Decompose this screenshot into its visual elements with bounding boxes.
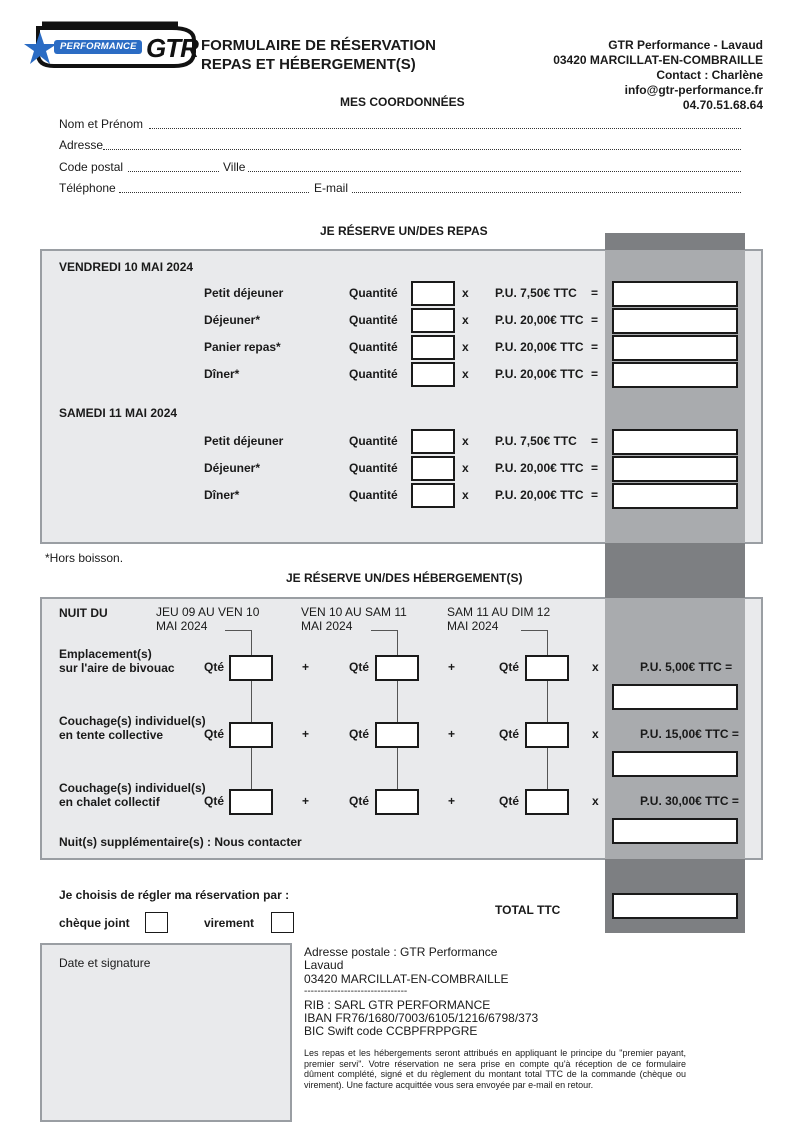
plus-sign: + [448, 727, 456, 741]
qte-label: Qté [204, 727, 225, 741]
total-column-top [605, 233, 745, 250]
postal-line-1: Adresse postale : GTR Performance [304, 945, 498, 959]
unit-price: P.U. 20,00€ TTC [495, 461, 584, 475]
night-quantity-input[interactable] [525, 655, 569, 681]
hebergement-heading: JE RÉSERVE UN/DES HÉBERGEMENT(S) [286, 571, 523, 585]
equals-sign: = [591, 313, 599, 327]
night-quantity-input[interactable] [375, 655, 419, 681]
line-total-field[interactable] [612, 308, 738, 334]
line-total-field[interactable] [612, 335, 738, 361]
plus-sign: + [302, 794, 310, 808]
lodging-unit-price: P.U. 15,00€ TTC = [640, 727, 739, 741]
lodging-type-line-1: Couchage(s) individuel(s) [59, 781, 206, 795]
night-quantity-input[interactable] [375, 789, 419, 815]
night-quantity-input[interactable] [525, 722, 569, 748]
ville-field[interactable] [248, 171, 741, 172]
logo-mark: GTR [146, 33, 198, 63]
lodging-type-line-1: Emplacement(s) [59, 647, 152, 661]
night-quantity-input[interactable] [375, 722, 419, 748]
lodging-type-line-2: en tente collective [59, 728, 164, 742]
quantity-label: Quantité [349, 367, 398, 381]
company-info [553, 38, 763, 113]
equals-sign: = [591, 488, 599, 502]
virement-checkbox[interactable] [271, 912, 294, 933]
logo [24, 20, 196, 72]
lodging-unit-price: P.U. 5,00€ TTC = [640, 660, 733, 674]
company-city: 03420 MARCILLAT-EN-COMBRAILLE [553, 53, 763, 67]
plus-sign: + [448, 660, 456, 674]
unit-price: P.U. 20,00€ TTC [495, 488, 584, 502]
night-bracket-h [225, 630, 251, 631]
lodging-unit-price: P.U. 30,00€ TTC = [640, 794, 739, 808]
meal-name: Déjeuner* [204, 313, 261, 327]
total-label: TOTAL TTC [495, 903, 561, 917]
quantity-input[interactable] [411, 308, 455, 333]
nuit-du-label: NUIT DU [59, 606, 108, 620]
adresse-field[interactable] [103, 149, 741, 150]
lodging-type-line-2: en chalet collectif [59, 795, 160, 809]
qte-label: Qté [499, 660, 520, 674]
repas-heading: JE RÉSERVE UN/DES REPAS [320, 224, 488, 238]
multiply-sign: x [462, 488, 469, 502]
qte-label: Qté [349, 660, 370, 674]
line-total-field[interactable] [612, 483, 738, 509]
postal-address [304, 946, 538, 1039]
email-field[interactable] [352, 192, 741, 193]
equals-sign: = [591, 434, 599, 448]
meal-name: Petit déjeuner [204, 286, 284, 300]
multiply-sign: x [592, 794, 599, 808]
lodging-type-line-2: sur l'aire de bivouac [59, 661, 175, 675]
company-email[interactable]: info@gtr-performance.fr [624, 83, 763, 97]
unit-price: P.U. 20,00€ TTC [495, 367, 584, 381]
line-total-field[interactable] [612, 429, 738, 455]
tel-field[interactable] [119, 192, 309, 193]
night-month: MAI 2024 [156, 619, 208, 633]
quantity-input[interactable] [411, 483, 455, 508]
title-line-1: FORMULAIRE DE RÉSERVATION [201, 37, 437, 54]
reservation-notice: Les repas et les hébergements seront attribués en appliquant le principe du "premier payant, premier servi". Votre réservation ne sera prise en compte qu'à réception de ce formulaire dûment complété, signé et du règlement du montant total TTC de la commande (chèque ou virement). Une facture acquittée vous sera envoyée par e-mail en retour. [304, 1048, 686, 1090]
cheque-label: chèque joint [59, 916, 130, 930]
multiply-sign: x [462, 340, 469, 354]
total-ttc-field[interactable] [612, 893, 738, 919]
quantity-input[interactable] [411, 429, 455, 454]
cheque-checkbox[interactable] [145, 912, 168, 933]
equals-sign: = [591, 286, 599, 300]
night-dates: SAM 11 AU DIM 12 [447, 605, 551, 619]
plus-sign: + [302, 660, 310, 674]
tel-label: Téléphone [59, 181, 116, 195]
meal-name: Dîner* [204, 367, 240, 381]
multiply-sign: x [592, 660, 599, 674]
multiply-sign: x [592, 727, 599, 741]
line-total-field[interactable] [612, 456, 738, 482]
adresse-label: Adresse [59, 138, 104, 152]
company-name: GTR Performance - Lavaud [608, 38, 763, 52]
meal-name: Petit déjeuner [204, 434, 284, 448]
logo-wordmark: PERFORMANCE [60, 41, 137, 52]
quantity-input[interactable] [411, 362, 455, 387]
night-bracket-h [521, 630, 547, 631]
unit-price: P.U. 20,00€ TTC [495, 313, 584, 327]
lodging-total-field[interactable] [612, 751, 738, 777]
bic: BIC Swift code CCBPFRPPGRE [304, 1024, 478, 1039]
cp-label: Code postal [59, 160, 124, 174]
qte-label: Qté [204, 794, 225, 808]
quantity-input[interactable] [411, 335, 455, 360]
line-total-field[interactable] [612, 362, 738, 388]
plus-sign: + [448, 794, 456, 808]
night-label [447, 605, 550, 633]
quantity-label: Quantité [349, 286, 398, 300]
multiply-sign: x [462, 461, 469, 475]
unit-price: P.U. 20,00€ TTC [495, 340, 584, 354]
night-dates: VEN 10 AU SAM 11 [301, 605, 407, 619]
night-bracket-v [251, 630, 252, 790]
company-contact: Contact : Charlène [656, 68, 763, 82]
meal-name: Déjeuner* [204, 461, 261, 475]
ville-label: Ville [223, 160, 246, 174]
unit-price: P.U. 7,50€ TTC [495, 286, 577, 300]
line-total-field[interactable] [612, 281, 738, 307]
virement-label: virement [204, 916, 255, 930]
payment-heading: Je choisis de régler ma réservation par : [59, 888, 290, 902]
page-title [201, 36, 436, 74]
email-label: E-mail [314, 181, 349, 195]
company-phone: 04.70.51.68.64 [682, 98, 763, 112]
qte-label: Qté [499, 794, 520, 808]
rib: RIB : SARL GTR PERFORMANCE [304, 997, 491, 1012]
night-quantity-input[interactable] [229, 789, 273, 815]
lodging-total-field[interactable] [612, 684, 738, 710]
qte-label: Qté [349, 727, 370, 741]
lodging-total-field[interactable] [612, 818, 738, 844]
night-bracket-v [547, 630, 548, 790]
night-label [156, 605, 259, 633]
lodging-type-line-1: Couchage(s) individuel(s) [59, 714, 206, 728]
equals-sign: = [591, 367, 599, 381]
night-bracket-v [397, 630, 398, 790]
lodging-type [59, 647, 175, 675]
quantity-label: Quantité [349, 488, 398, 502]
lodging-type [59, 714, 206, 742]
nom-label: Nom et Prénom [59, 117, 144, 131]
iban: IBAN FR76/1680/7003/6105/1216/6798/373 [304, 1011, 539, 1026]
meal-name: Dîner* [204, 488, 240, 502]
night-label [301, 605, 407, 633]
quantity-input[interactable] [411, 281, 455, 306]
night-quantity-input[interactable] [525, 789, 569, 815]
nom-field[interactable] [149, 128, 741, 129]
postal-line-3: 03420 MARCILLAT-EN-COMBRAILLE [304, 971, 509, 986]
quantity-label: Quantité [349, 461, 398, 475]
title-line-2: REPAS ET HÉBERGEMENT(S) [201, 56, 416, 73]
repas-footnote: *Hors boisson. [45, 551, 124, 565]
lodging-type [59, 781, 206, 809]
postal-line-2: Lavaud [304, 958, 344, 973]
signature-label: Date et signature [59, 956, 151, 970]
equals-sign: = [591, 461, 599, 475]
multiply-sign: x [462, 434, 469, 448]
postal-separator: ------------------------------- [304, 985, 408, 997]
qte-label: Qté [204, 660, 225, 674]
qte-label: Qté [349, 794, 370, 808]
night-quantity-input[interactable] [229, 722, 273, 748]
quantity-label: Quantité [349, 340, 398, 354]
unit-price: P.U. 7,50€ TTC [495, 434, 577, 448]
multiply-sign: x [462, 313, 469, 327]
night-month: MAI 2024 [301, 619, 353, 633]
night-dates: JEU 09 AU VEN 10 [156, 605, 260, 619]
quantity-input[interactable] [411, 456, 455, 481]
multiply-sign: x [462, 367, 469, 381]
day-1-date: VENDREDI 10 MAI 2024 [59, 260, 194, 274]
coordonnees-heading: MES COORDONNÉES [340, 95, 465, 109]
extra-nights: Nuit(s) supplémentaire(s) : Nous contacter [59, 835, 302, 849]
quantity-label: Quantité [349, 434, 398, 448]
equals-sign: = [591, 340, 599, 354]
quantity-label: Quantité [349, 313, 398, 327]
meal-name: Panier repas* [204, 340, 281, 354]
night-month: MAI 2024 [447, 619, 499, 633]
night-bracket-h [371, 630, 397, 631]
cp-field[interactable] [128, 171, 219, 172]
night-quantity-input[interactable] [229, 655, 273, 681]
multiply-sign: x [462, 286, 469, 300]
total-column-gap [605, 543, 745, 598]
day-2-date: SAMEDI 11 MAI 2024 [59, 406, 178, 420]
plus-sign: + [302, 727, 310, 741]
qte-label: Qté [499, 727, 520, 741]
